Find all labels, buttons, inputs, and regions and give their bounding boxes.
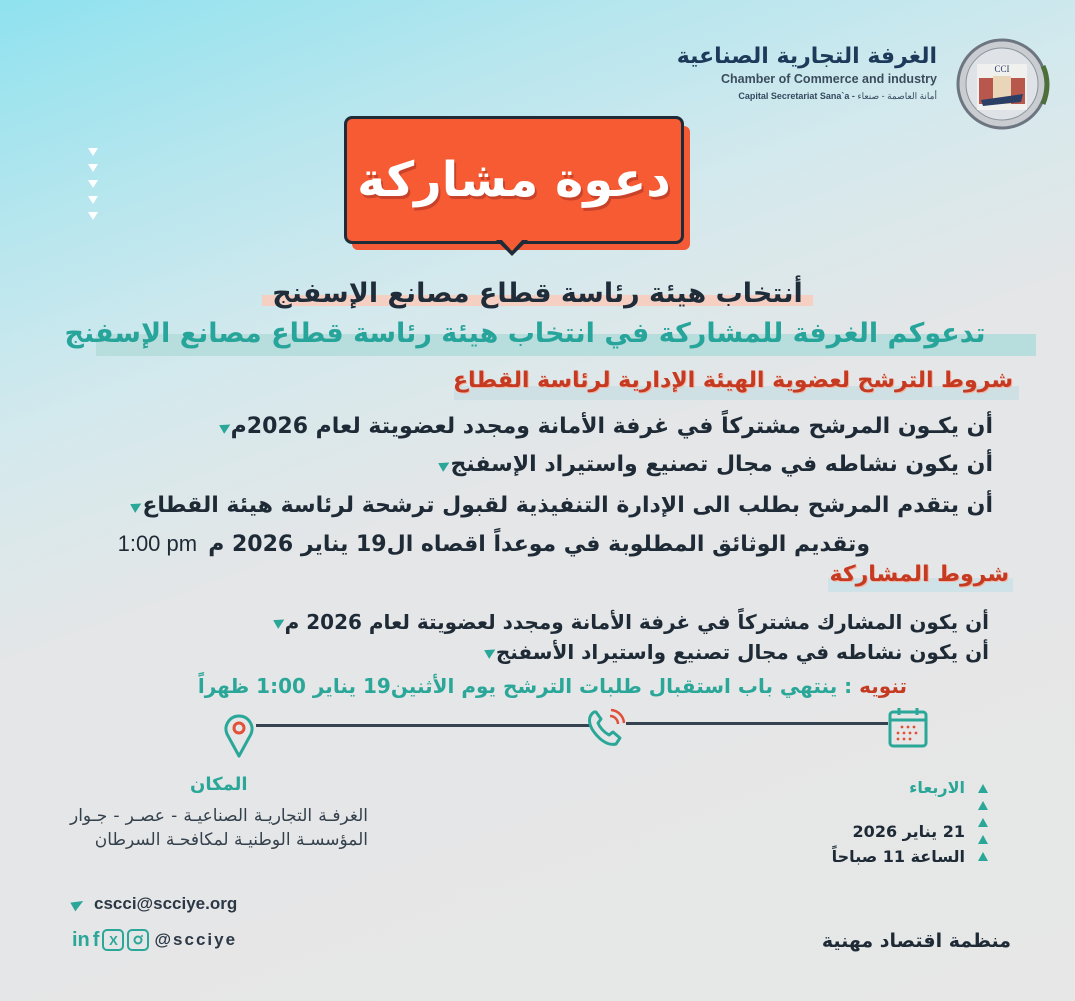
social-handle[interactable]: @scciye [154,930,238,949]
headline-main: أنتخاب هيئة رئاسة قطاع مصانع الإسفنج [0,278,1075,309]
svg-text:CCI: CCI [994,64,1010,74]
org-header [677,44,937,104]
calendar-icon [886,706,930,750]
phone-icon [584,704,630,750]
list-item: أن يتقدم المرشح بطلب الى الإدارة التنفيذية لقبول ترشحة لرئاسة هيئة القطاع [122,493,993,518]
send-icon [70,897,85,912]
email-link[interactable]: cscci@scciye.org [94,894,238,913]
location-pin-icon [222,712,256,758]
triangle-icon [978,835,988,844]
deadline-time: 1:00 pm [117,531,198,556]
triangle-icon [978,818,988,827]
list-item: أن يكون نشاطه في مجال تصنيع واستيراد الإسفنج [430,452,993,477]
org-subtitle [677,88,937,104]
timeline-line [626,722,888,725]
decorative-triangles [88,148,98,220]
decorative-triangles [978,784,988,861]
event-date-value: 21 يناير 2026 [852,822,965,841]
timeline-line [256,724,590,727]
footer-tagline: منظمة اقتصاد مهنية [821,930,1011,952]
invitation-title: دعوة مشاركة [357,152,671,208]
title-bubble [344,116,690,264]
notice [198,674,907,698]
linkedin-icon[interactable]: in [72,929,90,951]
triangle-icon [978,801,988,810]
org-name-en: Chamber of Commerce and industry [720,72,937,86]
triangle-icon [88,180,98,188]
event-day: الاربعاء [909,778,965,797]
org-name-ar: الغرفة التجارية الصناعية [676,44,937,69]
triangle-icon [978,784,988,793]
event-time: الساعة 11 صباحاً [831,847,965,866]
org-subtitle-en: Capital Secretariat Sana`a - [738,91,855,101]
participation-conditions-title: شروط المشاركة [829,562,1009,587]
list-item: أن يكون نشاطه في مجال تصنيع واستيراد الأسفنج [476,640,989,664]
triangle-icon [88,196,98,204]
location-address: الغرفـة التجاريـة الصناعيـة - عصـر - جـوار المؤسسـة الوطنيـة لمكافحـة السرطان [70,806,368,850]
notice-label: تنويه [859,674,907,698]
list-item-continuation: وتقديم الوثائق المطلوبة في موعداً اقصاه ال19 يناير 2026 م 1:00 pm [117,531,870,557]
triangle-icon [88,164,98,172]
contact-email[interactable] [72,894,237,914]
instagram-icon[interactable] [127,929,149,951]
facebook-icon[interactable]: f [92,929,100,951]
notice-text: : ينتهي باب استقبال طلبات الترشح يوم الأثنين19 يناير 1:00 ظهراً [197,674,860,698]
social-links [72,928,237,952]
candidacy-conditions-title: شروط الترشح لعضوية الهيئة الإدارية لرئاسة القطاع [453,368,1013,393]
event-date [832,776,965,870]
list-item: أن يكون المشارك مشتركاً في غرفة الأمانة ومجدد لعضويتة لعام 2026 م [265,610,989,634]
triangle-icon [978,852,988,861]
list-item: أن يكـون المرشح مشتركاً في غرفة الأمانة ومجدد لعضويتة لعام 2026م [211,414,993,439]
triangle-icon [88,148,98,156]
triangle-icon [88,212,98,220]
chamber-logo-icon [947,36,1057,132]
org-subtitle-ar: أمانة العاصمة - صنعاء [857,91,937,101]
location-title: المكان [190,774,248,795]
headline-sub: تدعوكم الغرفة للمشاركة في انتخاب هيئة رئاسة قطاع مصانع الإسفنج [64,318,986,349]
x-icon[interactable]: X [102,929,124,951]
